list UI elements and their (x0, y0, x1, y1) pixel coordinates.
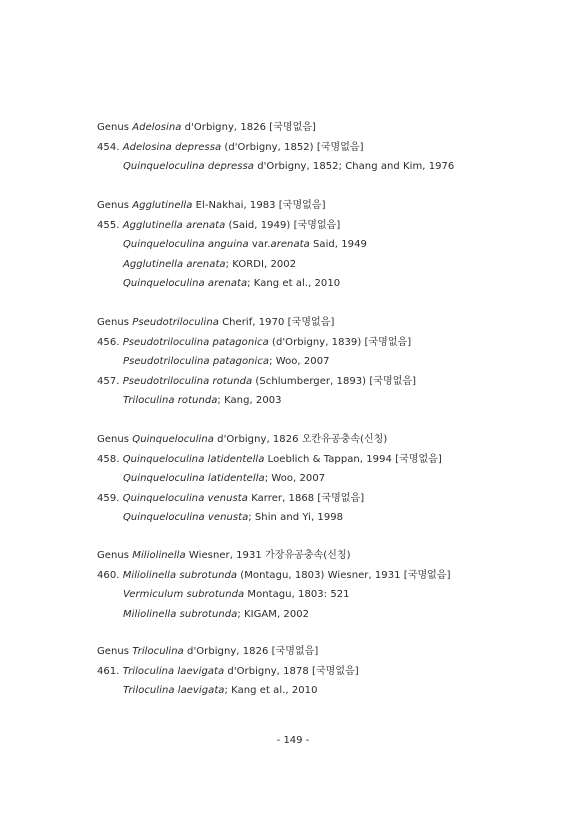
text-segment: ; Woo, 2007 (264, 473, 326, 484)
taxon-name: Pseudotriloculina rotunda (122, 375, 253, 387)
taxon-name: Quinqueloculina latidentella (122, 453, 265, 465)
text-segment: Loeblich & Tappan, 1994 [국명없음] (264, 453, 442, 465)
text-segment: Genus (97, 200, 133, 211)
taxon-name: Triloculina rotunda (123, 395, 218, 406)
synonym-line (123, 277, 340, 291)
text-segment: Cherif, 1970 [국명없음] (218, 317, 335, 328)
text-segment: ; KORDI, 2002 (225, 258, 297, 270)
text-segment: 461. (97, 665, 123, 677)
text-segment: 454. (97, 141, 123, 153)
text-segment: var. (248, 239, 271, 250)
taxon-name: Quinqueloculina venusta (122, 492, 248, 504)
taxon-name: Vermiculum subrotunda (123, 589, 245, 600)
genus-heading (97, 645, 318, 659)
text-segment: 456. (97, 336, 123, 348)
text-segment: 459. (97, 492, 123, 504)
text-segment: Said, 1949 (309, 239, 367, 250)
synonym-line (123, 588, 350, 602)
taxon-name: Triloculina (132, 646, 184, 657)
synonym-line (123, 238, 367, 252)
text-segment: Genus (97, 317, 133, 328)
taxon-name: Quinqueloculina depressa (123, 161, 254, 172)
taxon-name: Agglutinella (132, 200, 193, 211)
genus-heading (97, 316, 334, 330)
species-entry (97, 375, 416, 389)
text-segment: 455. (97, 219, 123, 231)
text-segment: 460. (97, 569, 123, 581)
species-entry (97, 453, 442, 467)
taxon-name: arenata (270, 239, 310, 250)
text-segment: (Said, 1949) [국명없음] (225, 219, 341, 231)
genus-heading (97, 433, 387, 447)
species-entry (97, 569, 451, 583)
text-segment: (Schlumberger, 1893) [국명없음] (252, 375, 417, 387)
taxon-name: Pseudotriloculina patagonica (122, 336, 269, 348)
text-segment: 458. (97, 453, 123, 465)
text-segment: ; Woo, 2007 (269, 356, 330, 367)
text-segment: Genus (97, 434, 133, 445)
text-segment: d'Orbigny, 1878 [국명없음] (224, 665, 359, 677)
taxon-name: Pseudotriloculina patagonica (123, 356, 270, 367)
taxon-name: Miliolinella subrotunda (122, 569, 238, 581)
taxon-name: Triloculina laevigata (122, 665, 225, 677)
species-entry (97, 219, 340, 233)
species-entry (97, 141, 364, 155)
text-segment: d'Orbigny, 1826 오칸유공충속(신칭) (213, 434, 388, 445)
synonym-line (123, 511, 343, 525)
text-segment: Genus (97, 646, 133, 657)
page-number: - 149 - (276, 735, 310, 746)
genus-heading (97, 121, 316, 135)
taxon-name: Adelosina depressa (122, 141, 222, 153)
text-segment: (Montagu, 1803) Wiesner, 1931 [국명없음] (237, 569, 451, 581)
text-segment: ; Kang et al., 2010 (224, 685, 318, 696)
text-segment: d'Orbigny, 1852; Chang and Kim, 1976 (253, 161, 455, 172)
text-segment: (d'Orbigny, 1839) [국명없음] (268, 336, 412, 348)
synonym-line (123, 355, 330, 369)
text-segment: Montagu, 1803: 521 (244, 589, 350, 600)
taxon-name: Agglutinella arenata (123, 258, 226, 270)
text-segment: d'Orbigny, 1826 [국명없음] (181, 122, 317, 133)
synonym-line (123, 472, 325, 486)
taxon-name: Quinqueloculina venusta (123, 512, 249, 523)
taxon-name: Miliolinella subrotunda (123, 608, 238, 620)
taxon-name: Pseudotriloculina (132, 317, 219, 328)
synonym-line (123, 684, 318, 698)
text-segment: Karrer, 1868 [국명없음] (247, 492, 365, 504)
synonym-line (123, 608, 309, 622)
taxon-name: Agglutinella arenata (122, 219, 226, 231)
text-segment: Wiesner, 1931 가장유공충속(신칭) (185, 550, 351, 561)
species-entry (97, 492, 364, 506)
taxon-name: Quinqueloculina anguina (123, 239, 249, 250)
species-entry (97, 665, 359, 679)
text-segment: (d'Orbigny, 1852) [국명없음] (221, 141, 364, 153)
taxon-name: Miliolinella (132, 550, 186, 561)
taxon-name: Adelosina (132, 122, 182, 133)
text-segment: ; Kang et al., 2010 (247, 278, 341, 289)
text-segment: d'Orbigny, 1826 [국명없음] (183, 646, 319, 657)
text-segment: 457. (97, 375, 123, 387)
text-segment: ; KIGAM, 2002 (237, 608, 310, 620)
taxon-name: Quinqueloculina arenata (123, 278, 248, 289)
synonym-line (123, 258, 296, 272)
text-segment: Genus (97, 122, 133, 133)
genus-heading (97, 549, 351, 563)
text-segment: Genus (97, 550, 133, 561)
taxon-name: Quinqueloculina (132, 434, 214, 445)
species-entry (97, 336, 411, 350)
synonym-line (123, 394, 282, 408)
taxon-name: Quinqueloculina latidentella (123, 473, 265, 484)
taxon-name: Triloculina laevigata (123, 685, 225, 696)
text-segment: El-Nakhai, 1983 [국명없음] (192, 200, 326, 211)
synonym-line (123, 160, 454, 174)
text-segment: ; Kang, 2003 (217, 395, 282, 406)
text-segment: ; Shin and Yi, 1998 (248, 512, 344, 523)
genus-heading (97, 199, 326, 213)
